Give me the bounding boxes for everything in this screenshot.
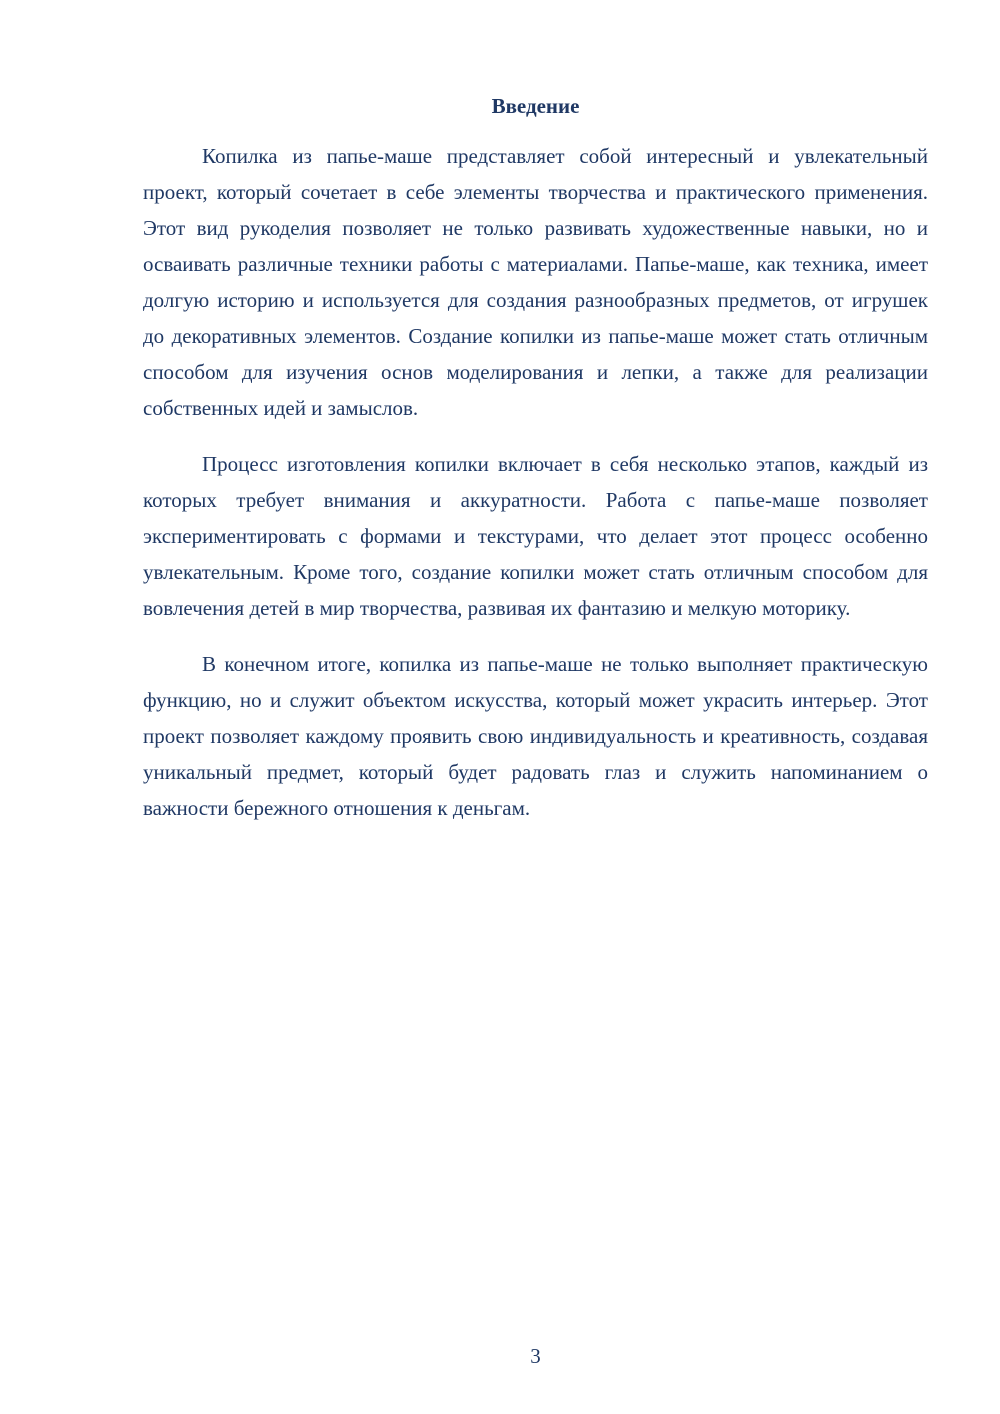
paragraph-intro-1: Копилка из папье-маше представляет собой интересный и увлекательный проект, который сочетает в себе элементы творчества и практического применения. Этот вид рукоделия позволяет не только развивать художественные навыки, но и осваивать различные техники работы с материалами. Папье-маше, как техника, имеет долгую историю и используется для создания разнообразных предметов, от игрушек до декоративных элементов. Создание копилки из папье-маше может стать отличным способом для изучения основ моделирования и лепки, а также для реализации собственных идей и замыслов. bbox=[143, 144, 928, 420]
paragraph-intro-2: Процесс изготовления копилки включает в себя несколько этапов, каждый из которых требует внимания и аккуратности. Работа с папье-маше позволяет экспериментировать с формами и текстурами, что делает этот процесс особенно увлекательным. Кроме того, создание копилки может стать отличным способом для вовлечения детей в мир творчества, развивая их фантазию и мелкую моторику. bbox=[143, 452, 928, 620]
page-number: 3 bbox=[530, 1344, 541, 1368]
page-title: Введение bbox=[491, 94, 580, 118]
paragraph-intro-3: В конечном итоге, копилка из папье-маше не только выполняет практическую функцию, но и служит объектом искусства, который может украсить интерьер. Этот проект позволяет каждому проявить свою индивидуальность и креативность, создавая уникальный предмет, который будет радовать глаз и служить напоминанием о важности бережного отношения к деньгам. bbox=[143, 652, 928, 820]
